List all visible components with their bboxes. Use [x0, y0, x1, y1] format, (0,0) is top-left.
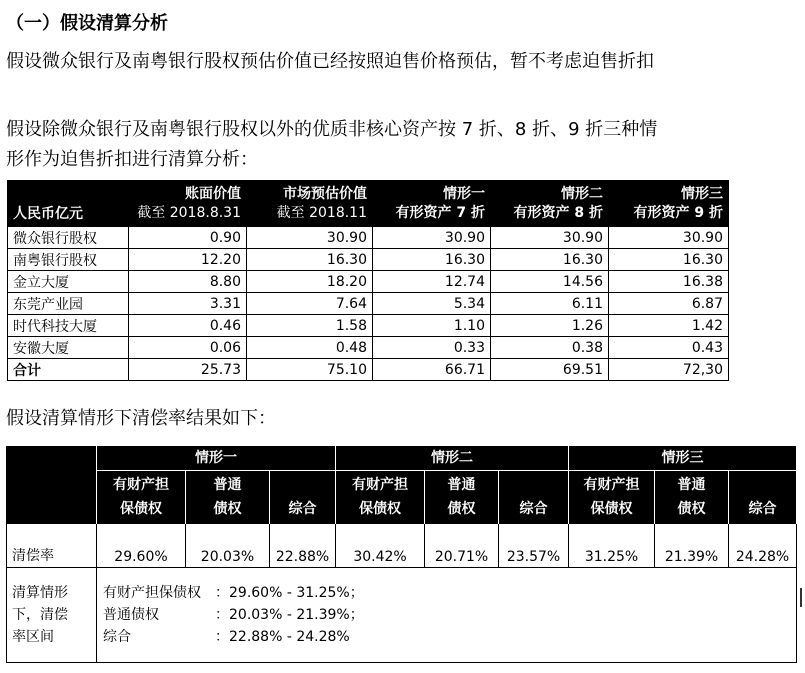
sub-header-cell: 普通 债权 [186, 471, 270, 524]
table-row [8, 271, 729, 293]
total-value: 66.71 [373, 359, 491, 381]
text-cursor [800, 588, 802, 607]
asset-name: 南粤银行股权 [8, 249, 129, 271]
total-value: 75.10 [247, 359, 373, 381]
recovery-rate-label: 清偿率 [7, 524, 97, 568]
range-line-secured: 有财产担保债权 ：29.60% - 31.25%； [103, 585, 364, 601]
header-book-value: 账面价值 截至 2018.8.31 [129, 181, 247, 227]
asset-name: 微众银行股权 [8, 227, 129, 249]
range-line-overall: 综合 ：22.88% - 24.28% [103, 629, 350, 645]
value-cell: 30.90 [373, 227, 491, 249]
sub-header-cell: 综合 [499, 471, 569, 524]
value-cell: 1.58 [247, 315, 373, 337]
value-cell: 14.56 [491, 271, 609, 293]
asset-name: 时代科技大厦 [8, 315, 129, 337]
recovery-range-row [7, 568, 797, 663]
value-cell: 12.74 [373, 271, 491, 293]
value-cell: 1.42 [609, 315, 729, 337]
total-label: 合计 [8, 359, 129, 381]
sub-header-cell: 综合 [270, 471, 336, 524]
value-cell: 12.20 [129, 249, 247, 271]
sub-header-cell: 有财产担 保债权 [97, 471, 186, 524]
value-cell: 6.87 [609, 293, 729, 315]
paragraph-assumption-2 [6, 115, 657, 175]
recovery-rate-value: 29.60% [97, 524, 186, 568]
sub-header-row [7, 471, 797, 524]
table-row [8, 249, 729, 271]
value-cell: 0.48 [247, 337, 373, 359]
range-line-ordinary: 普通债权 ：20.03% - 21.39%； [103, 607, 364, 623]
paragraph-assumption-2-line1: 假设除微众银行及南粤银行股权以外的优质非核心资产按 7 折、8 折、9 折三种情 [6, 119, 658, 140]
sub-header-cell: 普通 债权 [655, 471, 729, 524]
value-cell: 18.20 [247, 271, 373, 293]
recovery-rate-value: 24.28% [729, 524, 797, 568]
asset-name: 金立大厦 [8, 271, 129, 293]
liquidation-value-table [7, 180, 729, 381]
sub-header-cell: 普通 债权 [425, 471, 499, 524]
value-cell: 1.26 [491, 315, 609, 337]
section-heading: （一）假设清算分析 [6, 13, 168, 34]
value-cell: 0.90 [129, 227, 247, 249]
recovery-rate-value: 22.88% [270, 524, 336, 568]
sub-header-cell: 综合 [729, 471, 797, 524]
value-cell: 6.11 [491, 293, 609, 315]
recovery-rate-value: 21.39% [655, 524, 729, 568]
recovery-rate-value: 30.42% [336, 524, 425, 568]
table-row [8, 337, 729, 359]
value-cell: 0.06 [129, 337, 247, 359]
value-cell: 16.30 [247, 249, 373, 271]
value-cell: 0.43 [609, 337, 729, 359]
value-cell: 30.90 [247, 227, 373, 249]
header-market-value: 市场预估价值 截至 2018.11 [247, 181, 373, 227]
value-cell: 0.46 [129, 315, 247, 337]
value-cell: 5.34 [373, 293, 491, 315]
total-value: 69.51 [491, 359, 609, 381]
paragraph-assumption-2-line2: 形作为迫售折扣进行清算分析： [6, 149, 258, 170]
table-row [8, 293, 729, 315]
value-cell: 30.90 [491, 227, 609, 249]
recovery-rate-value: 20.03% [186, 524, 270, 568]
value-cell: 3.31 [129, 293, 247, 315]
recovery-rate-table [6, 446, 797, 663]
recovery-rate-value: 23.57% [499, 524, 569, 568]
recovery-range-label: 清算情形 下，清偿 率区间 [7, 568, 97, 663]
total-row [8, 359, 729, 381]
table-header-row [8, 181, 729, 227]
header-scenario-1: 情形一 有形资产 7 折 [373, 181, 491, 227]
value-cell: 16.30 [373, 249, 491, 271]
value-cell: 0.38 [491, 337, 609, 359]
header-unit: 人民币亿元 [8, 181, 129, 227]
total-value: 72,30 [609, 359, 729, 381]
header-scenario-2: 情形二 有形资产 8 折 [491, 181, 609, 227]
group-header-scenario-2: 情形二 [336, 446, 569, 471]
header-scenario-3: 情形三 有形资产 9 折 [609, 181, 729, 227]
table-row [8, 315, 729, 337]
value-cell: 7.64 [247, 293, 373, 315]
recovery-rate-row [7, 524, 797, 568]
recovery-range-detail [97, 568, 797, 663]
value-cell: 0.33 [373, 337, 491, 359]
total-value: 25.73 [129, 359, 247, 381]
value-cell: 30.90 [609, 227, 729, 249]
group-header-scenario-1: 情形一 [97, 446, 336, 471]
value-cell: 16.38 [609, 271, 729, 293]
asset-name: 东莞产业园 [8, 293, 129, 315]
recovery-rate-value: 20.71% [425, 524, 499, 568]
asset-name: 安徽大厦 [8, 337, 129, 359]
value-cell: 1.10 [373, 315, 491, 337]
value-cell: 8.80 [129, 271, 247, 293]
paragraph-result-intro: 假设清算情形下清偿率结果如下： [6, 408, 276, 429]
group-header-row [7, 446, 797, 471]
value-cell: 16.30 [609, 249, 729, 271]
corner-cell [7, 446, 97, 524]
sub-header-cell: 有财产担 保债权 [569, 471, 655, 524]
group-header-scenario-3: 情形三 [569, 446, 797, 471]
value-cell: 16.30 [491, 249, 609, 271]
recovery-rate-value: 31.25% [569, 524, 655, 568]
paragraph-assumption-1: 假设微众银行及南粤银行股权预估价值已经按照迫售价格预估，暂不考虑迫售折扣 [6, 51, 654, 72]
sub-header-cell: 有财产担 保债权 [336, 471, 425, 524]
table-row [8, 227, 729, 249]
